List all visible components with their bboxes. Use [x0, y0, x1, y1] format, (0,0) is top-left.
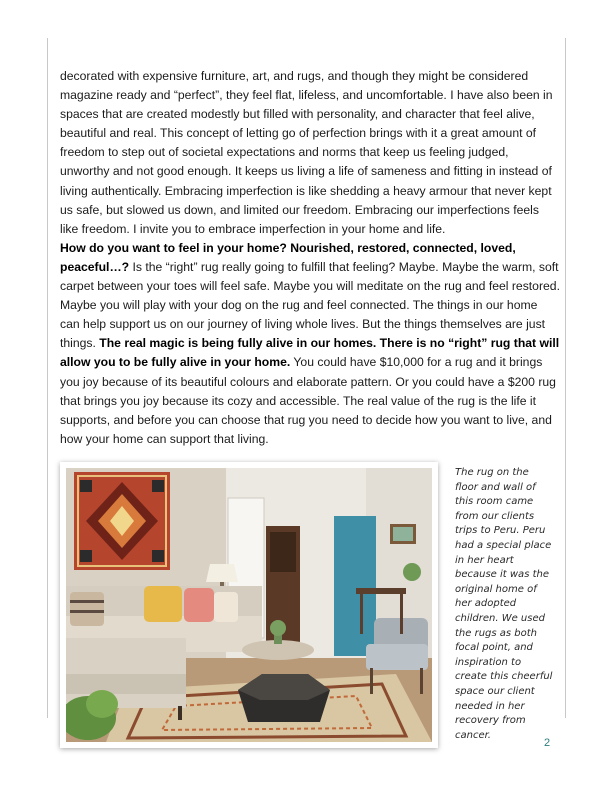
pink-pillow [184, 588, 214, 622]
paragraph-1: decorated with expensive furniture, art, and rugs, and though they might be considered magazine ready and “perfect”, they feel flat, lifeless, and uncomfortable. I have also been in spaces that are created modestly but filled with personality, and character that feel alive, beautiful and real. This concept of letting go of perfection brings with it a great amount of freedom to step out of societal expectations and norms that keep us feeling judged, unworthy and not good enough. It keeps us living a life of sameness and fitting in instead of living authentically. Embracing imperfection is like shedding a heavy armour that never kept us safe, but slowed us down, and limited our freedom. Embracing our imperfections feels like freedom. I invite you to embrace imperfection in your home and life. [60, 69, 553, 236]
page-left-rule [47, 38, 48, 718]
wall-rug [74, 472, 170, 570]
paragraph-2-bold-question: How do you want to feel in your home? Nourished, restored, connected, loved, peaceful…? [60, 240, 516, 274]
paragraph-2-bold-statement: The real magic is being fully alive in our homes. There is no “right” rug that will allow you to be fully alive in your home. [60, 336, 560, 370]
leather-ottoman [238, 674, 330, 722]
yellow-pillow [144, 586, 182, 622]
paragraph-2 [60, 239, 560, 449]
blue-door [334, 516, 376, 656]
living-room-illustration [66, 468, 432, 742]
page-number: 2 [544, 737, 551, 749]
body-text [60, 67, 560, 449]
paragraph-2-text-b: You could have $10,000 for a rug and it brings you joy because of its beautiful colours and elaborate pattern. Or you could have a $200 rug that brings you joy because its cozy and accessible. The real value of the rug is the life it supports, and before you can choose that rug you need to decide how you want to live, and how your home can support that living. [60, 355, 556, 446]
paragraph-2-text-a: Is the “right” rug really going to fulfill that feeling? Maybe. Maybe the warm, soft carpet between your toes will feel safe. Maybe you will meditate on the rug and feel restored. Maybe you will play with your dog on the rug and feel connected. The things in our home can help support us on our journey of living whole lives. But the things themselves are just things. [60, 259, 560, 351]
photo-caption: The rug on the floor and wall of this room came from our clients trips to Peru. Peru had a special place in her heart because it was the original home of her adopted children. We used the rugs as both focal point, and inspiration to create this cheerful space our client needed in her recovery from cancer. [455, 467, 553, 741]
living-room-photo [60, 462, 438, 748]
page-right-rule [565, 38, 566, 718]
